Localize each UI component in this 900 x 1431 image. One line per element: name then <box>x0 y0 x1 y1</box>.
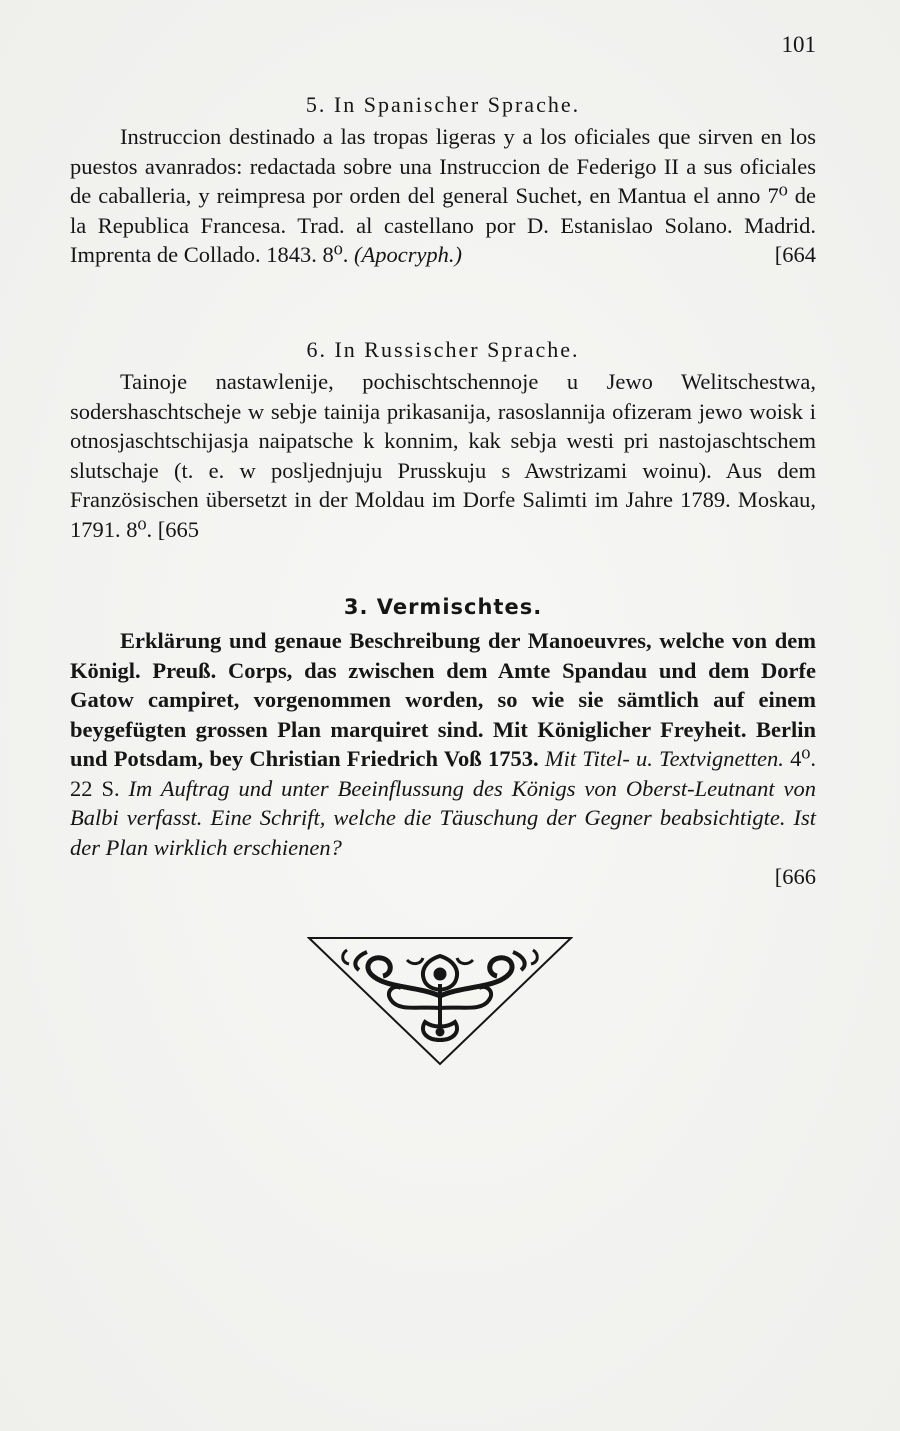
entry-664-ref: [664 <box>774 242 816 267</box>
section-heading-vermischtes: 3. Vermischtes. <box>343 595 543 619</box>
section-spanish <box>70 90 816 270</box>
section-heading-russian: 6. In Russischer Sprache. <box>306 337 580 362</box>
entry-666-vignettes: Mit Titel- u. Textvignetten. <box>544 746 784 771</box>
entry-666-ref: [666 <box>774 864 816 889</box>
entry-666 <box>70 626 816 862</box>
section-heading-spanish: 5. In Spanischer Sprache. <box>305 92 581 117</box>
page-number: 101 <box>781 32 816 57</box>
entry-666-note: Im Auftrag und unter Beeinflussung des Königs von Oberst-Leutnant von Balbi verfasst. Eine Schrift, welche die Täuschung der Gegner beabsichtigte. Ist der Plan wirklich erschienen? <box>70 775 816 860</box>
entry-666-format: 4⁰. 22 S. <box>70 746 817 801</box>
entry-664-text: Instruccion destinado a las tropas ligeras y a los oficiales que sirven en los puestos avanrados: redactada sobre una Instruccion de Federigo II a sus oficiales de caballeria, y reimpresa por orden del general Suchet, en Mantua el anno 7⁰ de la Republica Francesa. Trad. al castellano por D. Estanislao Solano. Madrid. Imprenta de Collado. 1843. 8⁰. <box>70 124 816 267</box>
entry-665-ref: [665 <box>157 516 200 542</box>
entry-664 <box>70 122 816 270</box>
entry-665 <box>70 367 816 544</box>
entry-665-text: Tainoje nastawlenije, pochischtschennoje u Jewo Welitschestwa, sodershaschtscheje w sebje tainija prikasanija, rasoslannija ofizeram jewo woisk i otnosjaschtschijasja naipatsche k konnim, kak sebja westi pri nastojaschtschem slutschaje (t. e. w posljednjuju Prusskuju s Awstrizami woinu). Aus dem Französischen übersetzt in der Moldau im Dorfe Salimti im Jahre 1789. Moskau, 1791. 8⁰. <box>70 369 816 542</box>
entry-666-title: Erklärung und genaue Beschreibung der Manoeuvres, welche von dem Königl. Preuß. Corps, das zwischen dem Amte Spandau und dem Dorfe Gatow campiret, vorgenommen worden, so wie sie sämtlich auf einem beygefügten grossen Plan marquiret sind. Mit Königlicher Freyheit. Berlin und Potsdam, bey Christian Friedrich Voß 1753. <box>70 628 816 771</box>
ornament-vignette <box>307 936 573 1066</box>
section-vermischtes <box>70 592 816 892</box>
entry-664-note: (Apocryph.) <box>353 242 463 267</box>
section-russian <box>70 335 816 544</box>
